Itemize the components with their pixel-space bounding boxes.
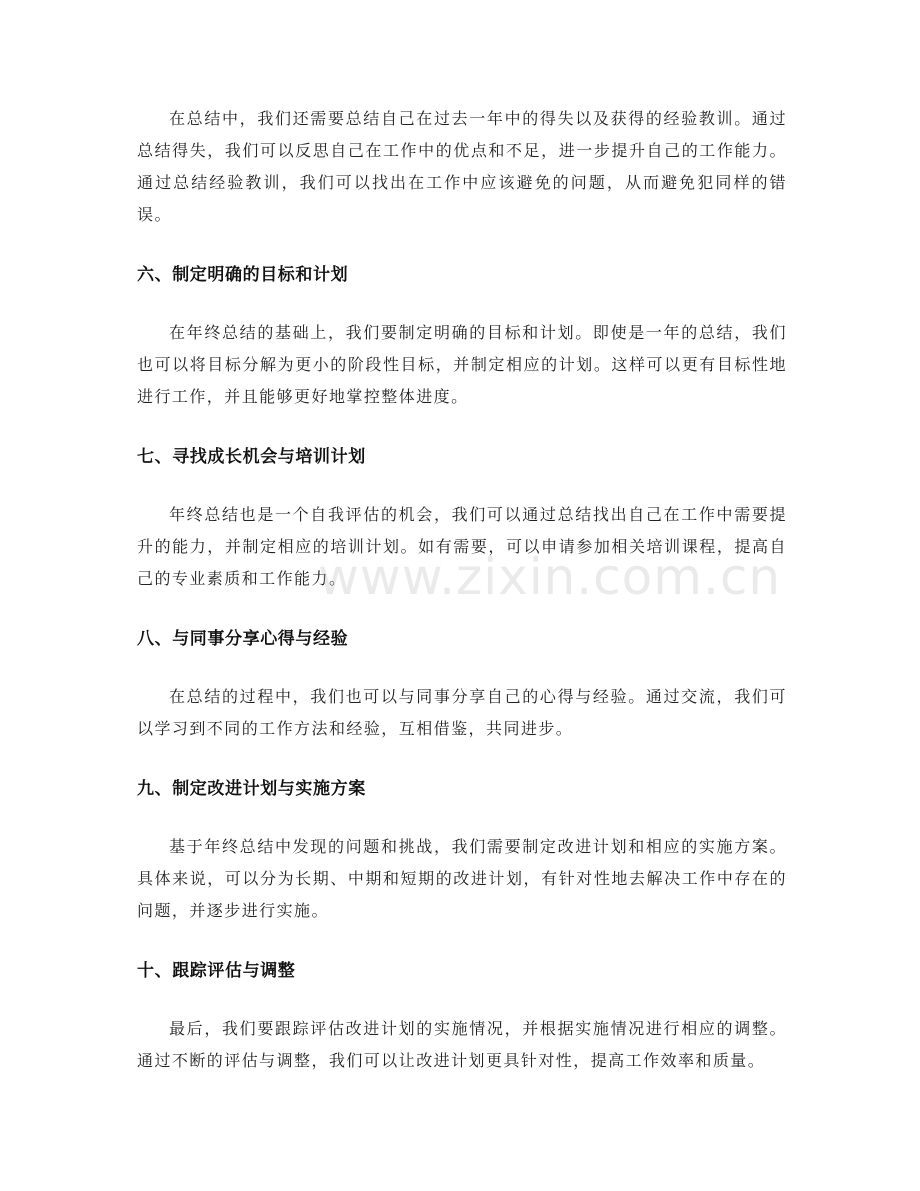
section-heading-8: 八、与同事分享心得与经验 <box>137 629 349 649</box>
section-heading-9: 九、制定改进计划与实施方案 <box>137 779 366 799</box>
section-paragraph-6: 在年终总结的基础上，我们要制定明确的目标和计划。即使是一年的总结，我们也可以将目标分解为更小的阶段性目标，并制定相应的计划。这样可以更有目标性地进行工作，并且能够更好地掌控整体进度。 <box>137 323 787 406</box>
intro-paragraph: 在总结中，我们还需要总结自己在过去一年中的得失以及获得的经验教训。通过总结得失，我们可以反思自己在工作中的优点和不足，进一步提升自己的工作能力。通过总结经验教训，我们可以找出在工作中应该避免的问题，从而避免犯同样的错误。 <box>137 109 787 224</box>
watermark: www.zixin.com.cn <box>318 548 782 606</box>
section-paragraph-9: 基于年终总结中发现的问题和挑战，我们需要制定改进计划和相应的实施方案。具体来说，可以分为长期、中期和短期的改进计划，有针对性地去解决工作中存在的问题，并逐步进行实施。 <box>137 837 787 920</box>
section-paragraph-8: 在总结的过程中，我们也可以与同事分享自己的心得与经验。通过交流，我们可以学习到不同的工作方法和经验，互相借鉴，共同进步。 <box>137 687 787 738</box>
document-body <box>137 103 787 1077</box>
section-paragraph-7: 年终总结也是一个自我评估的机会，我们可以通过总结找出自己在工作中需要提升的能力，并制定相应的培训计划。如有需要，可以申请参加相关培训课程，提高自己的专业素质和工作能力。 <box>137 505 787 588</box>
section-paragraph-10: 最后，我们要跟踪评估改进计划的实施情况，并根据实施情况进行相应的调整。通过不断的评估与调整，我们可以让改进计划更具针对性，提高工作效率和质量。 <box>137 1019 787 1070</box>
section-heading-10: 十、跟踪评估与调整 <box>137 961 296 981</box>
section-heading-7: 七、寻找成长机会与培训计划 <box>137 447 366 467</box>
section-heading-6: 六、制定明确的目标和计划 <box>137 265 349 285</box>
